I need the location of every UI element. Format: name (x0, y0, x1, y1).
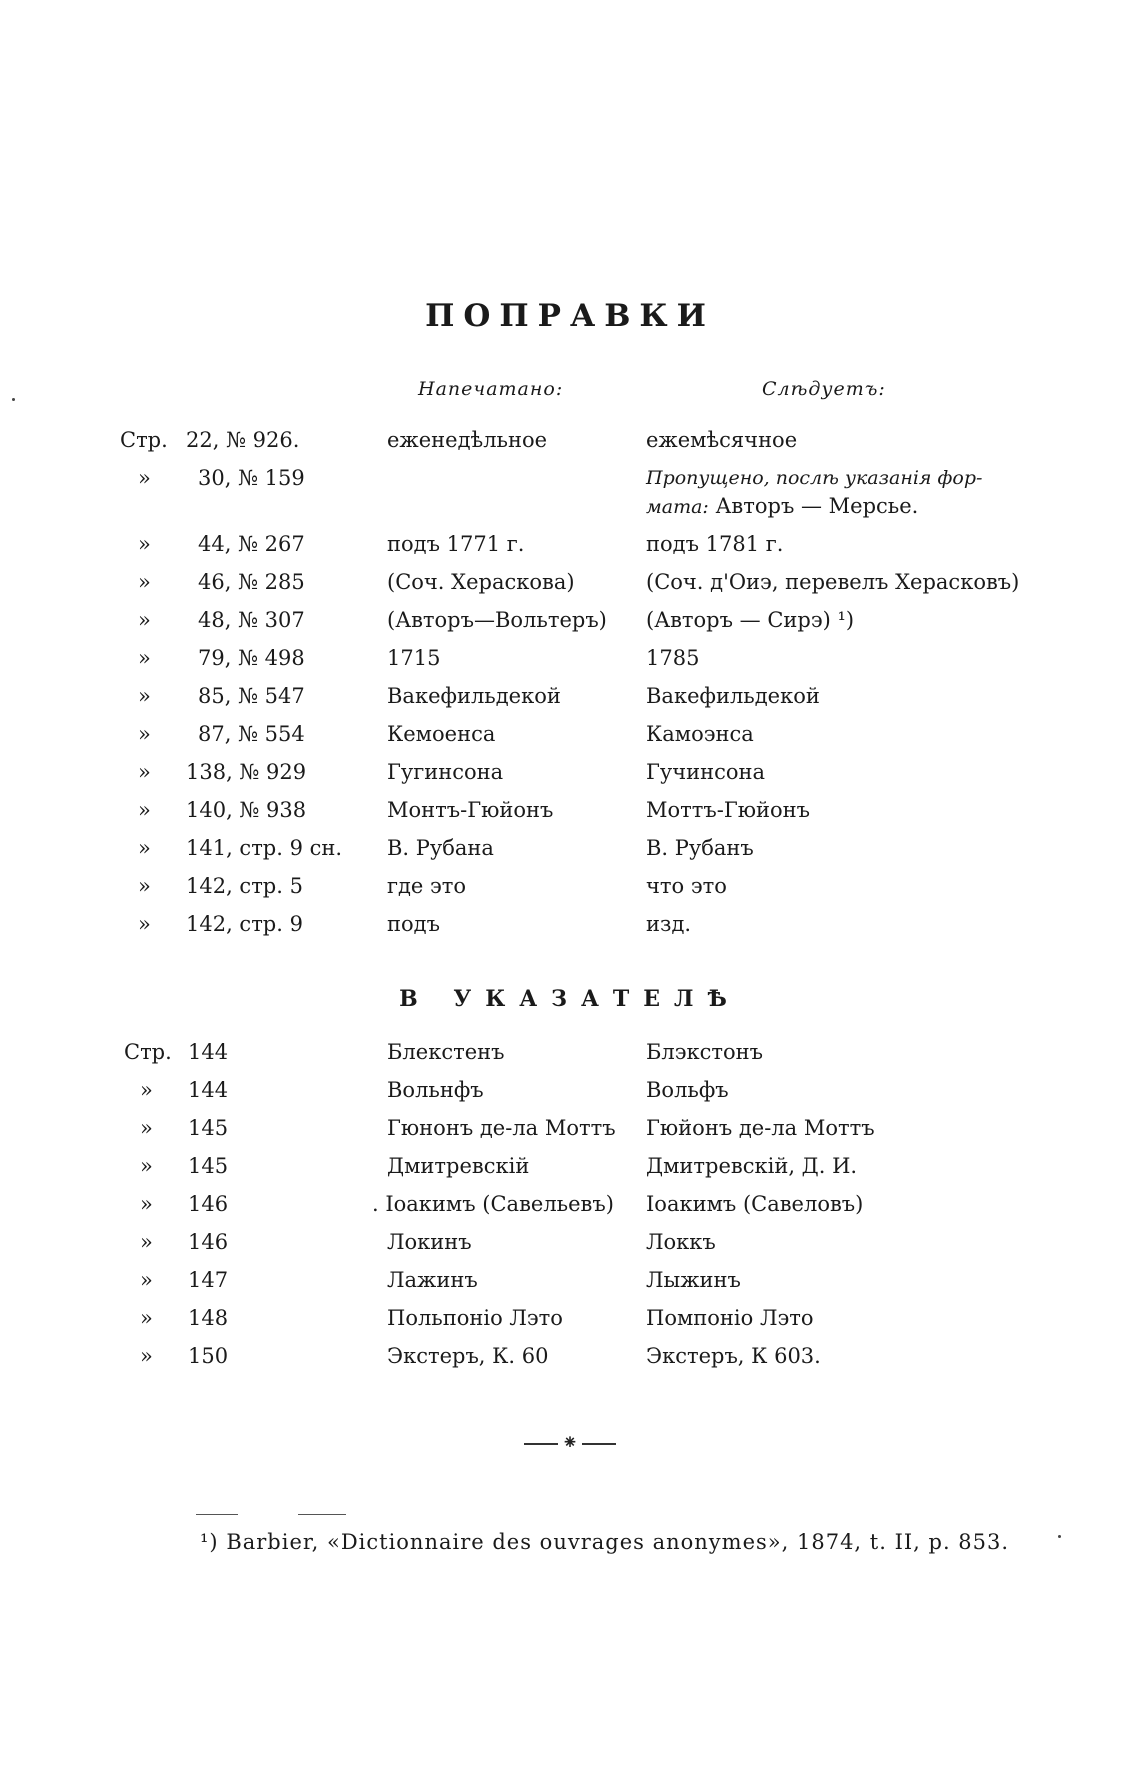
ornament-line-left (524, 1443, 558, 1445)
page-speck (1058, 1535, 1061, 1538)
reference: 30, № 159 (198, 466, 305, 490)
should-text: Гюйонъ де-ла Моттъ (646, 1116, 875, 1140)
should-text: изд. (646, 912, 692, 936)
should-text: Дмитревскій, Д. И. (646, 1154, 858, 1178)
printed-text: Экстеръ, К. 60 (387, 1344, 549, 1368)
ditto-mark: » (138, 874, 151, 898)
reference: 144 (188, 1078, 229, 1102)
reference: 85, № 547 (198, 684, 305, 708)
printed-text: Вольнфъ (387, 1078, 484, 1102)
ditto-mark: » (138, 608, 151, 632)
should-text-tail: Авторъ — Мерсье. (715, 494, 919, 518)
page-title: ПОПРАВКИ (425, 298, 715, 334)
reference: 146 (188, 1230, 229, 1254)
reference: 140, № 938 (186, 798, 307, 822)
should-text-italic: Пропущено, послѣ указанія фор- (646, 467, 983, 489)
ditto-mark: » (138, 570, 151, 594)
should-text: Гучинсона (646, 760, 766, 784)
reference: 145 (188, 1154, 229, 1178)
printed-text: (Авторъ—Вольтеръ) (387, 608, 607, 632)
footnote-text: Barbier, «Dictionnaire des ouvrages anonymes», 1874, t. II, p. 853. (226, 1530, 1010, 1554)
ditto-mark: » (140, 1078, 153, 1102)
ditto-mark: » (140, 1230, 153, 1254)
printed-text: Блекстенъ (387, 1040, 505, 1064)
reference: 22, № 926. (186, 428, 300, 452)
ornament-line-right (582, 1443, 616, 1445)
footnote-mark: ¹) (200, 1530, 219, 1554)
should-text: Вольфъ (646, 1078, 729, 1102)
reference: 141, стр. 9 сн. (186, 836, 343, 860)
reference: 145 (188, 1116, 229, 1140)
should-text: Іоакимъ (Савеловъ) (646, 1192, 864, 1216)
reference: 146 (188, 1192, 229, 1216)
ditto-mark: » (138, 722, 151, 746)
reference: 138, № 929 (186, 760, 307, 784)
reference: 147 (188, 1268, 229, 1292)
reference: 46, № 285 (198, 570, 305, 594)
ornament-star-icon: ⁕ (561, 1430, 579, 1454)
should-text: (Авторъ — Сирэ) ¹) (646, 608, 855, 632)
printed-text: В. Рубана (387, 836, 494, 860)
should-text-italic-2: мата: (646, 496, 709, 518)
ditto-mark: » (140, 1154, 153, 1178)
footnote (200, 1530, 1020, 1554)
printed-text: Лажинъ (387, 1268, 478, 1292)
ditto-mark: » (140, 1116, 153, 1140)
section-ornament (0, 1430, 1140, 1454)
printed-text: Гугинсона (387, 760, 504, 784)
printed-text: подъ (387, 912, 440, 936)
printed-text: еженедѣльное (387, 428, 548, 452)
column-heading-should: Слѣдуетъ: (762, 378, 886, 400)
should-text: Моттъ-Гюйонъ (646, 798, 811, 822)
reference: 144 (188, 1040, 229, 1064)
should-text: Камоэнса (646, 722, 754, 746)
printed-text: (Соч. Хераскова) (387, 570, 575, 594)
printed-text: Дмитревскій (387, 1154, 530, 1178)
footnote-rule (196, 1514, 238, 1515)
reference: 44, № 267 (198, 532, 305, 556)
should-text-continued (646, 492, 1036, 521)
should-text: Экстеръ, К 603. (646, 1344, 821, 1368)
ditto-mark: » (140, 1192, 153, 1216)
ditto-mark: » (138, 646, 151, 670)
reference: 79, № 498 (198, 646, 305, 670)
ditto-mark: » (138, 532, 151, 556)
printed-text: где это (387, 874, 467, 898)
ditto-mark: » (138, 912, 151, 936)
ditto-mark: » (138, 836, 151, 860)
page-label: Стр. (124, 1040, 172, 1064)
printed-text: Локинъ (387, 1230, 472, 1254)
should-text: Вакефильдекой (646, 684, 820, 708)
reference: 148 (188, 1306, 229, 1330)
printed-text: 1715 (387, 646, 441, 670)
should-text: Блэкстонъ (646, 1040, 764, 1064)
printed-text: . Іоакимъ (Савельевъ) (372, 1192, 614, 1216)
ditto-mark: » (138, 684, 151, 708)
reference: 150 (188, 1344, 229, 1368)
reference: 142, стр. 9 (186, 912, 303, 936)
should-text: В. Рубанъ (646, 836, 754, 860)
ditto-mark: » (140, 1306, 153, 1330)
printed-text: Монтъ-Гюйонъ (387, 798, 554, 822)
printed-text: Вакефильдекой (387, 684, 561, 708)
column-heading-printed: Напечатано: (418, 378, 564, 400)
ditto-mark: » (138, 798, 151, 822)
should-text: подъ 1781 г. (646, 532, 784, 556)
printed-text: подъ 1771 г. (387, 532, 525, 556)
should-text: 1785 (646, 646, 700, 670)
ditto-mark: » (138, 760, 151, 784)
should-text: Локкъ (646, 1230, 716, 1254)
ditto-mark: » (140, 1268, 153, 1292)
page-label: Стр. (120, 428, 168, 452)
should-text: Помпоніо Лэто (646, 1306, 814, 1330)
printed-text: Польпоніо Лэто (387, 1306, 563, 1330)
printed-text: Кемоенса (387, 722, 496, 746)
should-text: что это (646, 874, 727, 898)
reference: 87, № 554 (198, 722, 305, 746)
should-text: ежемѣсячное (646, 428, 798, 452)
ditto-mark: » (138, 466, 151, 490)
page-speck (12, 398, 15, 401)
should-text: (Соч. д'Оиэ, перевелъ Херасковъ) (646, 570, 1020, 594)
reference: 48, № 307 (198, 608, 305, 632)
printed-text: Гюнонъ де-ла Моттъ (387, 1116, 616, 1140)
should-text: Лыжинъ (646, 1268, 741, 1292)
footnote-rule (298, 1514, 346, 1515)
ditto-mark: » (140, 1344, 153, 1368)
reference: 142, стр. 5 (186, 874, 303, 898)
index-heading: В УКАЗАТЕЛѢ (399, 986, 741, 1012)
